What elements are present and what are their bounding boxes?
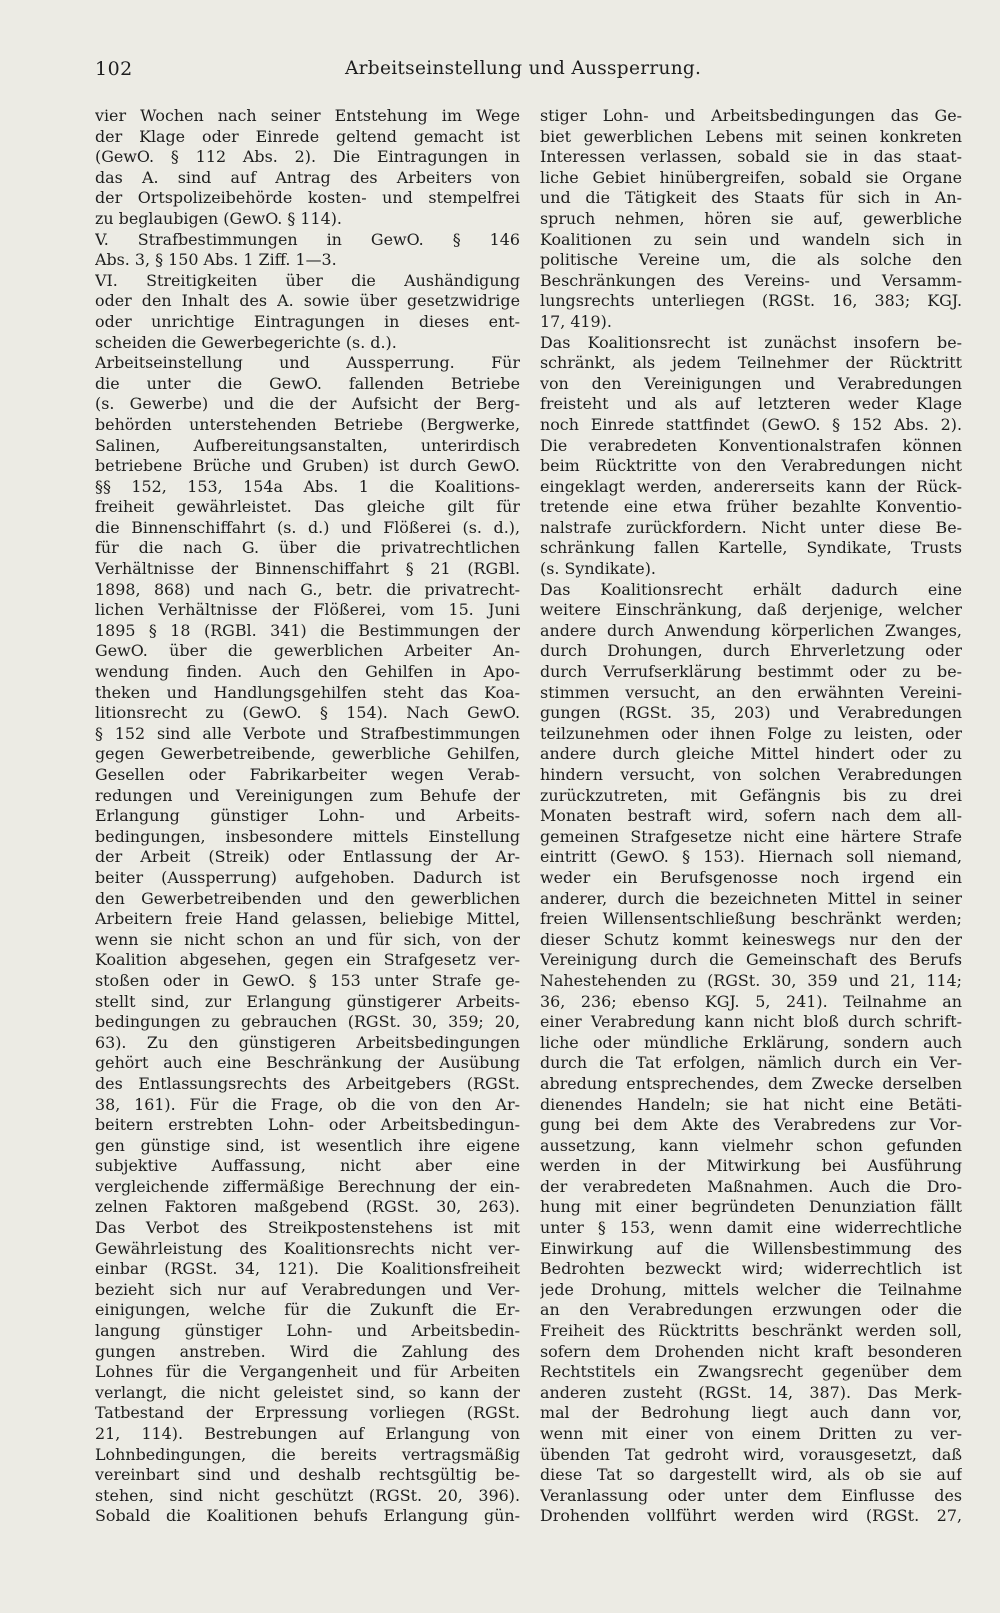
- text-line: Salinen, Aufbereitungsanstalten, unterirdisch: [95, 435, 520, 455]
- text-line: Einwirkung auf die Willensbestimmung des: [540, 1238, 962, 1258]
- text-line: tretende eine etwa früher bezahlte Konventio-: [540, 497, 962, 517]
- text-line: noch Einrede stattfindet (GewO. § 152 Abs. 2).: [540, 414, 962, 434]
- text-line: Tatbestand der Erpressung vorliegen (RGSt.: [95, 1403, 520, 1423]
- text-line: stellt sind, zur Erlangung günstigerer Arbeits-: [95, 991, 520, 1011]
- text-line: bezieht sich nur auf Verabredungen und Ver-: [95, 1279, 520, 1299]
- text-line: Die verabredeten Konventionalstrafen können: [540, 435, 962, 455]
- text-line: zelnen Faktoren maßgebend (RGSt. 30, 263).: [95, 1197, 520, 1217]
- text-line: dieser Schutz kommt keineswegs nur den der: [540, 929, 962, 949]
- text-line: Bedrohten bezweckt wird; widerrechtlich ist: [540, 1259, 962, 1279]
- text-line: der Arbeit (Streik) oder Entlassung der Ar-: [95, 847, 520, 867]
- text-line: anderer, durch die bezeichneten Mittel in seiner: [540, 888, 962, 908]
- text-line: vergleichende ziffermäßige Berechnung der ein-: [95, 1176, 520, 1196]
- text-line: den Gewerbetreibenden und den gewerblichen: [95, 888, 520, 908]
- text-line: die Binnenschiffahrt (s. d.) und Flößerei (s. d.),: [95, 517, 520, 537]
- text-line: der verabredeten Maßnahmen. Auch die Dro-: [540, 1176, 962, 1196]
- text-line: wenn sie nicht schon an und für sich, von der: [95, 929, 520, 949]
- text-line: Gewährleistung des Koalitionsrechts nicht ver-: [95, 1238, 520, 1258]
- text-line: betriebene Brüche und Gruben) ist durch GewO.: [95, 456, 520, 476]
- text-line: von den Vereinigungen und Verabredungen: [540, 373, 962, 393]
- text-line: freisteht und als auf letzteren weder Klage: [540, 394, 962, 414]
- text-line: wenn mit einer von einem Dritten zu ver-: [540, 1424, 962, 1443]
- text-line: durch Drohungen, durch Ehrverletzung oder: [540, 641, 962, 661]
- text-line: bedingungen zu gebrauchen (RGSt. 30, 359; 20,: [95, 1012, 520, 1032]
- text-line: gen günstige sind, ist wesentlich ihre eigene: [95, 1135, 520, 1155]
- text-line: hung mit einer begründeten Denunziation fällt: [540, 1197, 962, 1217]
- text-line: Beschränkungen des Vereins- und Versamm-: [540, 270, 962, 290]
- text-line: Gesellen oder Fabrikarbeiter wegen Verab-: [95, 765, 520, 784]
- text-line: Rechtstitels ein Zwangsrecht gegenüber dem: [540, 1362, 962, 1382]
- text-line: (s. Syndikate).: [540, 559, 656, 579]
- text-line: mal der Bedrohung liegt auch dann vor,: [540, 1403, 962, 1423]
- right-text-column: [540, 106, 962, 1527]
- text-line: einigungen, welche für die Zukunft die Er-: [95, 1300, 520, 1320]
- text-line: andere durch Anwendung körperlichen Zwanges,: [540, 620, 962, 640]
- text-line: Veranlassung oder unter dem Einflusse des: [540, 1485, 962, 1505]
- text-line: weder ein Berufsgenosse noch irgend ein: [540, 867, 962, 887]
- text-line: gung bei dem Akte des Verabredens zur Vor-: [540, 1115, 962, 1135]
- left-text-column: [95, 106, 520, 1527]
- text-line: Arbeitseinstellung und Aussperrung. Für: [95, 353, 520, 373]
- text-line: beiter (Aussperrung) aufgehoben. Dadurch ist: [95, 867, 520, 887]
- text-line: Das Verbot des Streikpostenstehens ist mit: [95, 1218, 520, 1238]
- text-line: politische Vereine um, die als solche den: [540, 250, 962, 270]
- text-line: Koalitionen zu sein und wandeln sich in: [540, 229, 962, 249]
- text-line: V. Strafbestimmungen in GewO. § 146: [95, 229, 520, 249]
- text-line: die unter die GewO. fallenden Betriebe: [95, 373, 520, 393]
- text-line: scheiden die Gewerbegerichte (s. d.).: [95, 332, 397, 352]
- text-line: weitere Einschränkung, daß derjenige, welcher: [540, 600, 962, 620]
- text-line: GewO. über die gewerblichen Arbeiter An-: [95, 641, 520, 661]
- text-line: beitern erstrebten Lohn- oder Arbeitsbedingun-: [95, 1115, 520, 1135]
- text-line: Monaten bestraft wird, sofern nach dem all-: [540, 806, 962, 826]
- text-line: freien Willensentschließung beschränkt werden;: [540, 909, 962, 929]
- text-line: dienendes Handeln; sie hat nicht eine Betäti-: [540, 1094, 962, 1114]
- text-line: 1898, 868) und nach G., betr. die privatrecht-: [95, 579, 520, 599]
- text-line: vereinbart sind und deshalb rechtsgültig be-: [95, 1465, 520, 1485]
- text-line: für die nach G. über die privatrechtlichen: [95, 538, 520, 558]
- text-line: hindern versucht, von solchen Verabredungen: [540, 765, 962, 784]
- text-line: Sobald die Koalitionen behufs Erlangung gün-: [95, 1506, 520, 1526]
- text-line: das A. sind auf Antrag des Arbeiters von: [95, 167, 520, 187]
- text-line: der Klage oder Einrede geltend gemacht ist: [95, 126, 520, 146]
- text-line: 21, 114). Bestrebungen auf Erlangung von: [95, 1424, 520, 1443]
- text-line: abredung entsprechendes, dem Zwecke derselben: [540, 1073, 962, 1093]
- text-line: schränkt, als jedem Teilnehmer der Rücktritt: [540, 353, 962, 373]
- text-line: bedingungen, insbesondere mittels Einstellung: [95, 826, 520, 846]
- text-line: Das Koalitionsrecht ist zunächst insofern be-: [540, 332, 962, 352]
- text-line: 38, 161). Für die Frage, ob die von den Ar-: [95, 1094, 520, 1114]
- text-line: stimmen versucht, an den erwähnten Vereini-: [540, 682, 962, 702]
- text-line: wendung finden. Auch den Gehilfen in Apo-: [95, 662, 520, 682]
- text-line: 63). Zu den günstigeren Arbeitsbedingungen: [95, 1032, 520, 1052]
- text-line: subjektive Auffassung, nicht aber eine: [95, 1156, 520, 1176]
- text-line: litionsrecht zu (GewO. § 154). Nach GewO.: [95, 703, 520, 723]
- text-line: Interessen verlassen, sobald sie in das staat-: [540, 147, 962, 167]
- text-line: VI. Streitigkeiten über die Aushändigung: [95, 270, 520, 290]
- text-line: teilzunehmen oder ihnen Folge zu leisten, oder: [540, 723, 962, 743]
- text-line: beim Rücktritte von den Verabredungen nicht: [540, 456, 962, 476]
- text-line: Nahestehenden zu (RGSt. 30, 359 und 21, 114;: [540, 970, 962, 990]
- text-line: Abs. 3, § 150 Abs. 1 Ziff. 1—3.: [95, 250, 337, 270]
- text-line: stehen, sind nicht geschützt (RGSt. 20, 396).: [95, 1485, 520, 1505]
- text-line: zurückzutreten, mit Gefängnis bis zu drei: [540, 785, 962, 805]
- text-line: zu beglaubigen (GewO. § 114).: [95, 208, 342, 228]
- text-line: lichen Verhältnisse der Flößerei, vom 15. Juni: [95, 600, 520, 620]
- text-line: langung günstiger Lohn- und Arbeitsbedin-: [95, 1321, 520, 1341]
- text-line: redungen und Vereinigungen zum Behufe der: [95, 785, 520, 805]
- text-line: Lohnes für die Vergangenheit und für Arbeiten: [95, 1362, 520, 1382]
- text-line: der Ortspolizeibehörde kosten- und stempelfrei: [95, 188, 520, 208]
- text-line: §§ 152, 153, 154a Abs. 1 die Koalitions-: [95, 476, 520, 496]
- text-line: (GewO. § 112 Abs. 2). Die Eintragungen in: [95, 147, 520, 167]
- text-line: gegen Gewerbetreibende, gewerbliche Gehilfen,: [95, 744, 520, 764]
- text-line: verlangt, die nicht geleistet sind, so kann der: [95, 1382, 520, 1402]
- text-line: durch Verrufserklärung bestimmt oder zu be-: [540, 662, 962, 682]
- text-line: behörden unterstehenden Betriebe (Bergwerke,: [95, 414, 520, 434]
- text-line: gungen anstreben. Wird die Zahlung des: [95, 1341, 520, 1361]
- text-line: schränkung fallen Kartelle, Syndikate, Trusts: [540, 538, 962, 558]
- text-line: anderen zusteht (RGSt. 14, 387). Das Merk-: [540, 1382, 962, 1402]
- text-line: Erlangung günstiger Lohn- und Arbeits-: [95, 806, 520, 826]
- text-line: an den Verabredungen erzwungen oder die: [540, 1300, 962, 1320]
- text-line: spruch nehmen, hören sie auf, gewerbliche: [540, 208, 962, 228]
- text-line: oder den Inhalt des A. sowie über gesetzwidrige: [95, 291, 520, 311]
- text-line: Verhältnisse der Binnenschiffahrt § 21 (RGBl.: [95, 559, 520, 579]
- text-line: Das Koalitionsrecht erhält dadurch eine: [540, 579, 962, 599]
- text-line: liche oder mündliche Erklärung, sondern auch: [540, 1032, 962, 1052]
- text-line: eingeklagt werden, andererseits kann der Rück-: [540, 476, 962, 496]
- text-line: lungsrechts unterliegen (RGSt. 16, 383; KGJ.: [540, 291, 962, 311]
- text-line: aussetzung, kann vielmehr schon gefunden: [540, 1135, 962, 1155]
- text-line: jede Drohung, mittels welcher die Teilnahme: [540, 1279, 962, 1299]
- text-line: gungen (RGSt. 35, 203) und Verabredungen: [540, 703, 962, 723]
- text-line: einbar (RGSt. 34, 121). Die Koalitionsfreiheit: [95, 1259, 520, 1279]
- text-line: freiheit gewährleistet. Das gleiche gilt für: [95, 497, 520, 517]
- text-line: nalstrafe zurückfordern. Nicht unter diese Be-: [540, 517, 962, 537]
- text-line: 1895 § 18 (RGBl. 341) die Bestimmungen der: [95, 620, 520, 640]
- text-line: 36, 236; ebenso KGJ. 5, 241). Teilnahme an: [540, 991, 962, 1011]
- text-line: Drohenden vollführt werden wird (RGSt. 27,: [540, 1506, 962, 1526]
- text-line: gehört auch eine Beschränkung der Ausübung: [95, 1053, 520, 1073]
- text-line: sofern dem Drohenden nicht kraft besonderen: [540, 1341, 962, 1361]
- text-line: oder unrichtige Eintragungen in dieses ent-: [95, 311, 520, 331]
- page-number: 102: [95, 58, 133, 80]
- text-line: biet gewerblichen Lebens mit seinen konkreten: [540, 126, 962, 146]
- text-line: durch die Tat erfolgen, nämlich durch ein Ver-: [540, 1053, 962, 1073]
- text-line: einer Verabredung kann nicht bloß durch schrift-: [540, 1012, 962, 1032]
- text-line: Lohnbedingungen, die bereits vertragsmäßig: [95, 1444, 520, 1464]
- text-line: gemeinen Strafgesetze nicht eine härtere Strafe: [540, 826, 962, 846]
- text-line: stoßen oder in GewO. § 153 unter Strafe ge-: [95, 970, 520, 990]
- text-line: des Entlassungsrechts des Arbeitgebers (RGSt.: [95, 1073, 520, 1093]
- text-line: übenden Tat gedroht wird, vorausgesetzt, daß: [540, 1444, 962, 1464]
- text-line: werden in der Mitwirkung bei Ausführung: [540, 1156, 962, 1176]
- text-line: Freiheit des Rücktritts beschränkt werden soll,: [540, 1321, 962, 1341]
- text-line: Koalition abgesehen, gegen ein Strafgesetz ver-: [95, 950, 520, 970]
- text-line: (s. Gewerbe) und die der Aufsicht der Berg-: [95, 394, 520, 414]
- text-line: unter § 153, wenn damit eine widerrechtliche: [540, 1218, 962, 1238]
- text-line: Arbeitern freie Hand gelassen, beliebige Mittel,: [95, 909, 520, 929]
- text-line: liche Gebiet hinübergreifen, sobald sie Organe: [540, 167, 962, 187]
- text-line: und die Tätigkeit des Staats für sich in An-: [540, 188, 962, 208]
- text-line: stiger Lohn- und Arbeitsbedingungen das Ge-: [540, 106, 962, 125]
- running-title: Arbeitseinstellung und Aussperrung.: [345, 58, 702, 79]
- page-header: [95, 58, 700, 88]
- text-line: andere durch gleiche Mittel hindert oder zu: [540, 744, 962, 764]
- text-line: theken und Handlungsgehilfen steht das Koa-: [95, 682, 520, 702]
- text-line: Vereinigung durch die Gemeinschaft des Berufs: [540, 950, 962, 970]
- text-line: diese Tat so dargestellt wird, als ob sie auf: [540, 1465, 962, 1485]
- text-line: eintritt (GewO. § 153). Hiernach soll niemand,: [540, 847, 962, 867]
- text-line: vier Wochen nach seiner Entstehung im Wege: [95, 106, 520, 125]
- text-line: § 152 sind alle Verbote und Strafbestimmungen: [95, 723, 520, 743]
- text-line: 17, 419).: [540, 311, 612, 331]
